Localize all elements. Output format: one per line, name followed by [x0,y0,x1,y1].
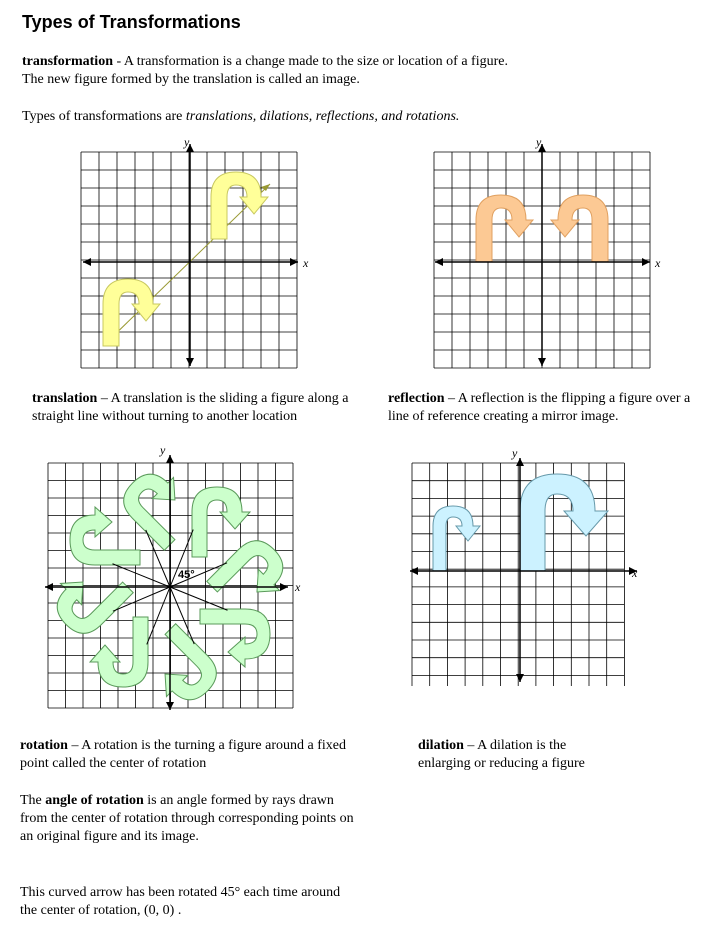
rotation-graph [40,440,310,716]
translation-arrowhead [261,184,270,191]
reflection-x-label: x [655,256,661,270]
reflection-y-label: y [536,135,542,149]
translation-diagonal [103,184,270,346]
angle-prefix: The [20,793,46,808]
term-transformation: transformation [22,54,113,69]
translation-definition: – A translation is the sliding a figure along a straight line without turning to another location [32,391,349,424]
closing-text: This curved arrow has been rotated 45° each time around the center of rotation, (0, 0) . [20,885,341,918]
rotation-definition: – A rotation is the turning a figure around a fixed point called the center of rotation [20,738,346,771]
reflection-original-arrow [476,195,533,262]
term-translation: translation [32,391,98,406]
reflection-graph [430,134,670,372]
translation-y-label: y [184,135,190,149]
dilation-definition: – A dilation is the enlarging or reducing a figure [418,738,585,771]
image-definition: The new figure formed by the translation is called an image. [22,72,360,87]
rotation-x-label: x [295,580,301,594]
translation-text [32,390,352,426]
rotation-y-label: y [160,443,166,457]
page-title: Types of Transformations [22,12,241,32]
types-prefix: Types of transformations are [22,109,186,124]
reflection-text [388,390,703,426]
term-reflection: reflection [388,391,445,406]
rotation-angle-label: 45° [178,569,195,581]
dilation-graph [405,446,650,686]
term-dilation: dilation [418,738,464,753]
reflection-image-arrow [551,195,608,262]
types-list: translations, dilations, reflections, and rotations. [185,109,460,124]
angle-definition: is an angle formed by rays drawn from the center of rotation through corresponding points on an original figure and its image. [20,793,354,844]
term-angle-of-rotation: angle of rotation [45,793,144,808]
translation-image-arrow [211,172,268,239]
intro-definition [22,53,702,89]
angle-of-rotation-text [20,792,360,846]
dilation-y-label: y [512,446,518,460]
term-rotation: rotation [20,738,68,753]
dilation-text [418,737,618,773]
translation-original-arrow [103,279,160,346]
dilation-x-label: x [632,566,638,580]
transformation-definition: - A transformation is a change made to the size or location of a figure. [113,54,508,69]
reflection-definition: – A reflection is the flipping a figure over a line of reference creating a mirror image. [388,391,691,424]
dilation-large-arrow [520,474,608,571]
translation-x-label: x [303,256,309,270]
rotation-text [20,737,360,773]
translation-graph [78,134,318,372]
types-sentence [22,108,702,126]
